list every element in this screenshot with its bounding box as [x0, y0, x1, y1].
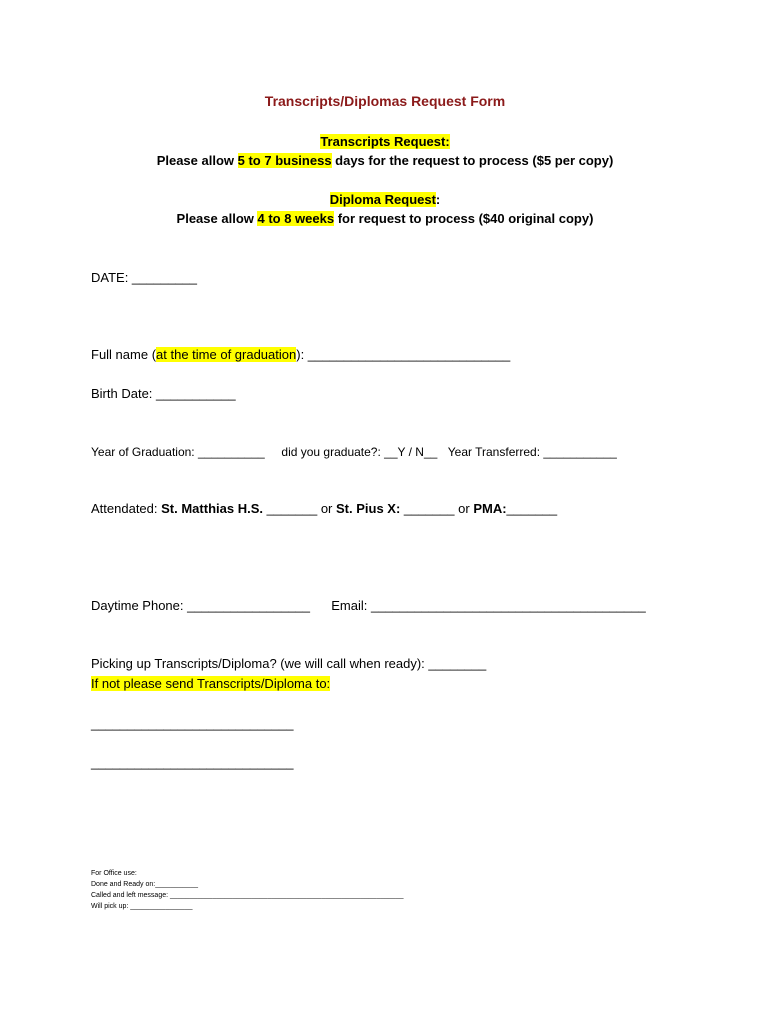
or-label-2: or [458, 501, 474, 516]
full-name-field[interactable] [91, 347, 510, 362]
contact-row [91, 598, 646, 613]
attended-row [91, 501, 557, 516]
transcripts-heading [0, 134, 770, 149]
school-pma: PMA: [473, 501, 507, 516]
send-to-label: If not please send Transcripts/Diploma to: [91, 676, 331, 691]
office-use-heading: For Office use: [91, 870, 137, 877]
daytime-phone-field[interactable]: Daytime Phone: _________________ [91, 598, 311, 613]
email-field[interactable]: Email: ______________________________________ [331, 598, 646, 613]
diploma-line [0, 211, 770, 226]
office-use-section [91, 868, 404, 912]
or-label-1: or [320, 501, 336, 516]
full-name-label: Full name ( [91, 347, 157, 362]
st-pius-blank[interactable]: _______ [400, 501, 459, 516]
graduated-yn-field[interactable]: __Y / N__ [384, 445, 438, 459]
address-line-2[interactable]: ____________________________ [91, 755, 294, 770]
graduation-row [91, 445, 617, 459]
diploma-line-highlight: 4 to 8 weeks [257, 211, 335, 226]
date-field[interactable]: DATE: _________ [91, 270, 197, 285]
transcripts-line [0, 153, 770, 168]
st-matthias-blank[interactable]: _______ [262, 501, 321, 516]
transcripts-heading-text: Transcripts Request: [320, 134, 450, 149]
did-you-graduate-label: did you graduate?: [281, 445, 385, 459]
send-to-line [91, 676, 330, 691]
diploma-line-post: for request to process ($40 original copy) [334, 211, 594, 226]
year-transferred-field[interactable]: Year Transferred: ___________ [447, 445, 617, 459]
diploma-heading-colon: : [435, 192, 441, 207]
office-done-ready[interactable]: Done and Ready on:___________ [91, 881, 199, 888]
full-name-highlight: at the time of graduation [156, 347, 297, 362]
transcripts-line-highlight: 5 to 7 business [237, 153, 332, 168]
full-name-blank[interactable]: ): ____________________________ [296, 347, 511, 362]
graduation-year-field[interactable]: Year of Graduation: __________ [91, 445, 265, 459]
form-title: Transcripts/Diplomas Request Form [264, 93, 506, 109]
pma-blank[interactable]: _______ [506, 501, 558, 516]
office-will-pick-up[interactable]: Will pick up: ________________ [91, 903, 193, 910]
school-st-matthias: St. Matthias H.S. [161, 501, 263, 516]
diploma-heading [0, 192, 770, 207]
transcripts-line-pre: Please allow [156, 153, 238, 168]
birth-date-field[interactable]: Birth Date: ___________ [91, 386, 236, 401]
school-st-pius: St. Pius X: [336, 501, 401, 516]
transcripts-line-post: days for the request to process ($5 per copy) [331, 153, 614, 168]
diploma-heading-text: Diploma Request [329, 192, 436, 207]
office-called-message[interactable]: Called and left message: ____________________________________________________________ [91, 892, 404, 899]
address-line-1[interactable]: ____________________________ [91, 716, 294, 731]
attended-label: Attendated: [91, 501, 162, 516]
pickup-question[interactable]: Picking up Transcripts/Diploma? (we will call when ready): ________ [91, 656, 487, 671]
diploma-line-pre: Please allow [176, 211, 258, 226]
